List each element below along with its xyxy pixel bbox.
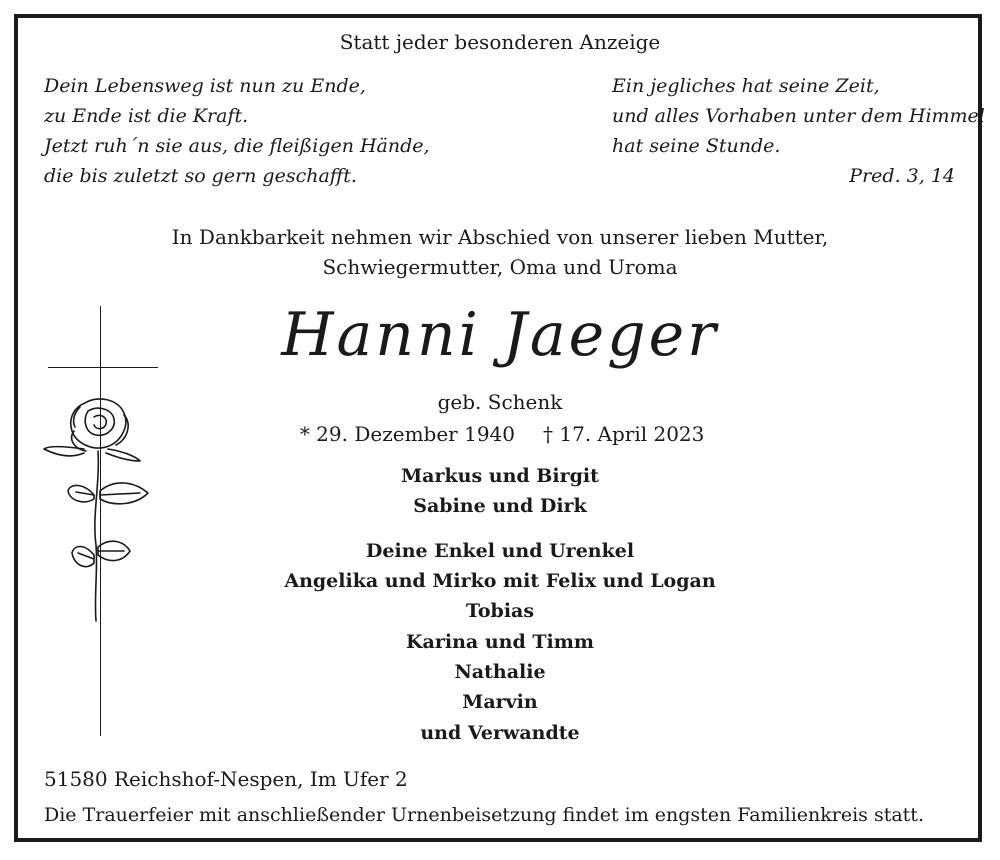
poem-left-line-2: zu Ende ist die Kraft. [44, 105, 249, 127]
funeral-note: Die Trauerfeier mit anschließender Urnenbeisetzung findet im engsten Familienkreis statt. [44, 804, 924, 826]
poem-left-line-3: Jetzt ruh´n sie aus, die fleißigen Hände, [44, 135, 430, 157]
intro-line-1: In Dankbarkeit nehmen wir Abschied von unserer lieben Mutter, [171, 225, 829, 249]
family-line-8: Marvin [462, 691, 538, 713]
poem-right-line-2: und alles Vorhaben unter dem Himmel [612, 105, 985, 127]
intro-line-2: Schwiegermutter, Oma und Uroma [322, 255, 678, 279]
family-line-3: Deine Enkel und Urenkel [365, 540, 635, 562]
birth-name: geb. Schenk [437, 390, 563, 414]
birth-date: * 29. Dezember 1940 [299, 422, 515, 446]
family-line-5: Tobias [465, 600, 535, 622]
family-line-6: Karina und Timm [406, 631, 594, 653]
death-date: † 17. April 2023 [543, 422, 705, 446]
family-line-4: Angelika und Mirko mit Felix und Logan [284, 570, 716, 592]
header-text: Statt jeder besonderen Anzeige [339, 30, 661, 54]
verse-reference: Pred. 3, 14 [849, 165, 955, 187]
family-line-7: Nathalie [454, 661, 546, 683]
family-line-1: Markus und Birgit [401, 465, 599, 487]
cross-horizontal-bar [48, 367, 158, 368]
poem-right-line-3: hat seine Stunde. [612, 135, 781, 157]
address: 51580 Reichshof-Nespen, Im Ufer 2 [44, 767, 408, 791]
rose-icon [40, 395, 160, 625]
poem-right-line-1: Ein jegliches hat seine Zeit, [612, 75, 880, 97]
deceased-name: Hanni Jaeger [281, 300, 719, 370]
poem-left-line-4: die bis zuletzt so gern geschafft. [44, 165, 357, 187]
family-line-9: und Verwandte [420, 722, 580, 744]
family-line-2: Sabine und Dirk [413, 495, 587, 517]
poem-left-line-1: Dein Lebensweg ist nun zu Ende, [44, 75, 366, 97]
